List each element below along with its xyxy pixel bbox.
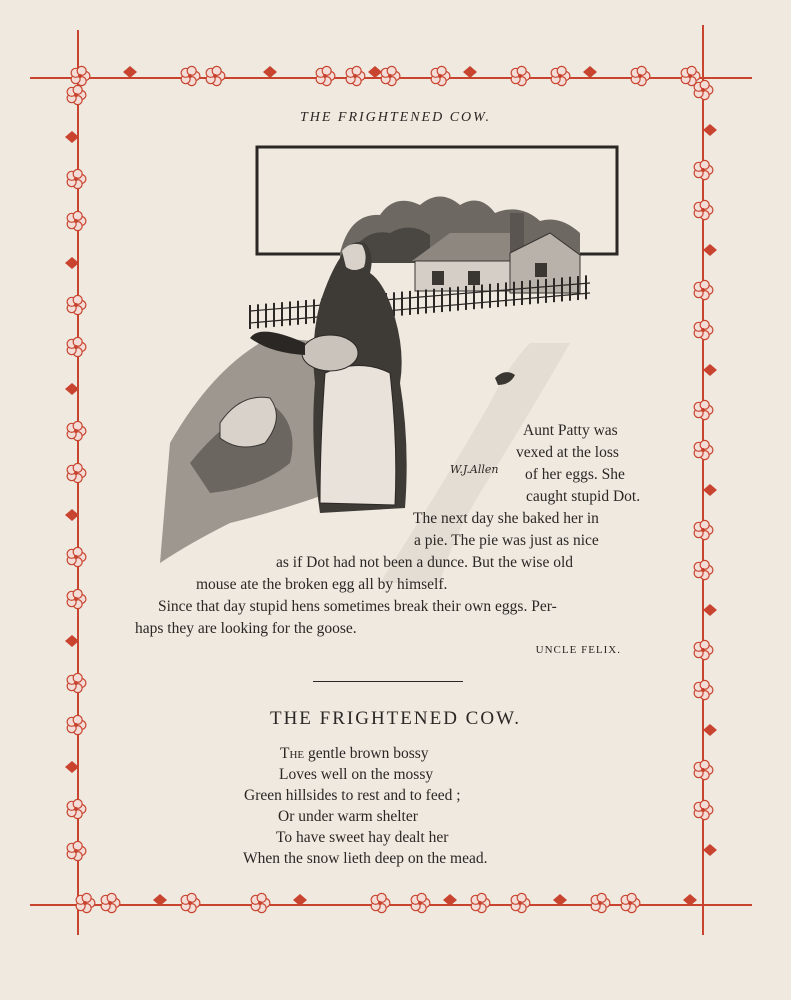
blossom-icon (411, 893, 430, 912)
blossom-icon (511, 893, 530, 912)
poem-line: To have sweet hay dealt her (276, 829, 449, 846)
blossom-icon (71, 66, 90, 85)
blossom-icon (694, 680, 713, 699)
story-line: a pie. The pie was just as nice (414, 532, 599, 549)
blossom-icon (511, 66, 530, 85)
blossom-icon (67, 673, 86, 692)
illustration-signature: W.J.Allen (450, 463, 499, 476)
blossom-icon (67, 85, 86, 104)
blossom-icon (471, 893, 490, 912)
blossom-icon (694, 80, 713, 99)
blossom-icon (206, 66, 225, 85)
leaf-icon (263, 66, 277, 78)
leaf-icon (65, 383, 79, 395)
blossom-icon (694, 200, 713, 219)
blossom-icon (431, 66, 450, 85)
leaf-icon (703, 364, 717, 376)
blossom-icon (694, 560, 713, 579)
blossom-icon (694, 400, 713, 419)
poem-title: THE FRIGHTENED COW. (269, 708, 522, 729)
leaf-icon (368, 66, 382, 78)
blossom-icon (67, 295, 86, 314)
poem-line: Loves well on the mossy (279, 766, 434, 783)
blossom-icon (251, 893, 270, 912)
blossom-icon (181, 66, 200, 85)
leaf-icon (703, 484, 717, 496)
poem-line: When the snow lieth deep on the mead. (243, 850, 488, 867)
leaf-icon (703, 244, 717, 256)
section-divider (313, 681, 463, 682)
blossom-icon (694, 760, 713, 779)
blossom-icon (67, 337, 86, 356)
blossom-icon (694, 160, 713, 179)
blossom-icon (694, 440, 713, 459)
leaf-icon (65, 509, 79, 521)
blossom-icon (67, 211, 86, 230)
leaf-icon (65, 761, 79, 773)
blossom-icon (694, 280, 713, 299)
blossom-icon (346, 66, 365, 85)
leaf-icon (703, 604, 717, 616)
story-line: caught stupid Dot. (526, 488, 641, 505)
blossom-icon (76, 893, 95, 912)
blossom-icon (631, 66, 650, 85)
blossom-icon (67, 799, 86, 818)
leaf-icon (65, 131, 79, 143)
blossom-icon (101, 893, 120, 912)
story-line: The next day she baked her in (413, 510, 599, 527)
story-line: mouse ate the broken egg all by himself. (196, 576, 448, 593)
leaf-icon (463, 66, 477, 78)
story-line: as if Dot had not been a dunce. But the wise old (276, 554, 574, 571)
blossom-icon (181, 893, 200, 912)
blossom-icon (67, 547, 86, 566)
blossom-icon (551, 66, 570, 85)
blossom-icon (694, 800, 713, 819)
blossom-icon (67, 463, 86, 482)
blossom-icon (694, 520, 713, 539)
blossom-icon (381, 66, 400, 85)
story-line: Aunt Patty was (523, 422, 618, 439)
blossom-icon (67, 421, 86, 440)
poem-line (280, 743, 429, 764)
blossom-icon (591, 893, 610, 912)
blossom-icon (694, 320, 713, 339)
blossom-icon (371, 893, 390, 912)
leaf-icon (123, 66, 137, 78)
poem-line: Or under warm shelter (278, 808, 418, 825)
blossom-icon (67, 589, 86, 608)
poem-first-word: The (280, 745, 305, 762)
story-line: Since that day stupid hens sometimes break their own eggs. Per- (158, 598, 557, 615)
blossom-icon (621, 893, 640, 912)
poem-line: Green hillsides to rest and to feed ; (244, 787, 461, 804)
leaf-icon (65, 257, 79, 269)
story-line: of her eggs. She (525, 466, 625, 483)
running-title: THE FRIGHTENED COW. (299, 110, 492, 125)
blossom-icon (694, 640, 713, 659)
leaf-icon (583, 66, 597, 78)
author-signature: UNCLE FELIX. (535, 644, 621, 656)
story-line: haps they are looking for the goose. (135, 620, 357, 637)
blossom-icon (67, 841, 86, 860)
story-line: vexed at the loss (516, 444, 619, 461)
blossom-icon (67, 169, 86, 188)
poem-first-line-rest: gentle brown bossy (304, 745, 429, 762)
leaf-icon (703, 844, 717, 856)
blossom-icon (316, 66, 335, 85)
